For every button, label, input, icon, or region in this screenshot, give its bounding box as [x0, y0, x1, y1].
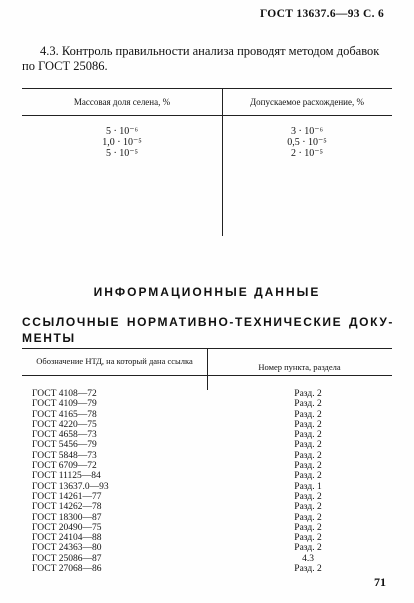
table-cell: ГОСТ 5848—73: [32, 450, 97, 461]
table-cell: ГОСТ 24363—80: [32, 543, 102, 554]
paragraph-4-3: 4.3. Контроль правильности анализа проводят методом добавок по ГОСТ 25086.: [22, 44, 380, 73]
table-cell: Разд. 2: [294, 440, 322, 451]
table-cell: 5 · 10⁻⁵: [105, 148, 139, 159]
table-cell: Разд. 2: [294, 502, 322, 513]
table2-header-left: Обозначение НТД, на который дана ссылка: [36, 356, 193, 366]
table-cell: ГОСТ 20490—75: [32, 522, 102, 533]
table-cell: Разд. 2: [294, 543, 322, 554]
table-cell: Разд. 2: [294, 450, 322, 461]
table2-column-left: [32, 389, 182, 574]
table-cell: ГОСТ 4165—78: [32, 409, 97, 420]
table-cell: ГОСТ 4658—73: [32, 430, 97, 441]
table-cell: ГОСТ 4108—72: [32, 389, 97, 399]
table1-header-left: Массовая доля селена, %: [73, 97, 171, 107]
table-cell: ГОСТ 14261—77: [32, 491, 102, 502]
table-cell: ГОСТ 25086—87: [32, 553, 102, 564]
table-cell: Разд. 2: [294, 564, 322, 575]
table-cell: 4.3: [302, 553, 314, 564]
table-cell: ГОСТ 27068—86: [32, 564, 102, 575]
table-cell: Разд. 2: [294, 522, 322, 533]
table-cell: ГОСТ 5456—79: [32, 440, 97, 451]
table-cell: Разд. 2: [294, 389, 322, 399]
subsection-title-line2: МЕНТЫ: [22, 331, 76, 345]
table2-header-rule: [22, 375, 392, 376]
table-cell: Разд. 2: [294, 461, 322, 472]
table-cell: Разд. 2: [294, 409, 322, 420]
page-number: 71: [374, 575, 386, 589]
table1-column-left: [22, 126, 222, 159]
table-cell: Разд. 2: [294, 533, 322, 544]
table1-column-divider: [222, 88, 223, 236]
table-cell: ГОСТ 11125—84: [32, 471, 101, 482]
table-cell: 0,5 · 10⁻⁵: [287, 137, 327, 148]
subsection-title-line1: ССЫЛОЧНЫЕ НОРМАТИВНО-ТЕХНИЧЕСКИЕ ДОКУ-: [22, 315, 394, 329]
table1-top-rule: [22, 88, 392, 89]
table-cell: Разд. 2: [294, 471, 322, 482]
table2-column-right: [268, 389, 348, 574]
table-cell: ГОСТ 4109—79: [32, 399, 97, 410]
table-cell: Разд. 2: [294, 491, 322, 502]
table-cell: ГОСТ 4220—75: [32, 419, 97, 430]
page-header: ГОСТ 13637.6—93 С. 6: [259, 8, 384, 20]
table1-header-rule: [22, 115, 392, 116]
table-cell: Разд. 1: [294, 481, 322, 492]
table-cell: ГОСТ 6709—72: [32, 461, 97, 472]
table-cell: 1,0 · 10⁻⁵: [102, 137, 142, 148]
section-title: ИНФОРМАЦИОННЫЕ ДАННЫЕ: [93, 285, 321, 299]
table-cell: ГОСТ 24104—88: [32, 533, 102, 544]
table-cell: ГОСТ 14262—78: [32, 502, 102, 513]
table-cell: Разд. 2: [294, 512, 322, 523]
table2-header-right: Номер пункта, раздела: [258, 362, 341, 372]
table1-column-right: [222, 126, 392, 159]
table-cell: Разд. 2: [294, 399, 322, 410]
table-cell: ГОСТ 13637.0—93: [32, 481, 109, 492]
table-cell: Разд. 2: [294, 430, 322, 441]
table-cell: 2 · 10⁻⁵: [290, 148, 324, 159]
table1-header-right: Допускаемое расхождение, %: [250, 97, 364, 107]
table-cell: 3 · 10⁻⁶: [290, 126, 324, 137]
table-cell: 5 · 10⁻⁶: [105, 126, 139, 137]
table-cell: Разд. 2: [294, 419, 322, 430]
table-cell: ГОСТ 18300—87: [32, 512, 102, 523]
